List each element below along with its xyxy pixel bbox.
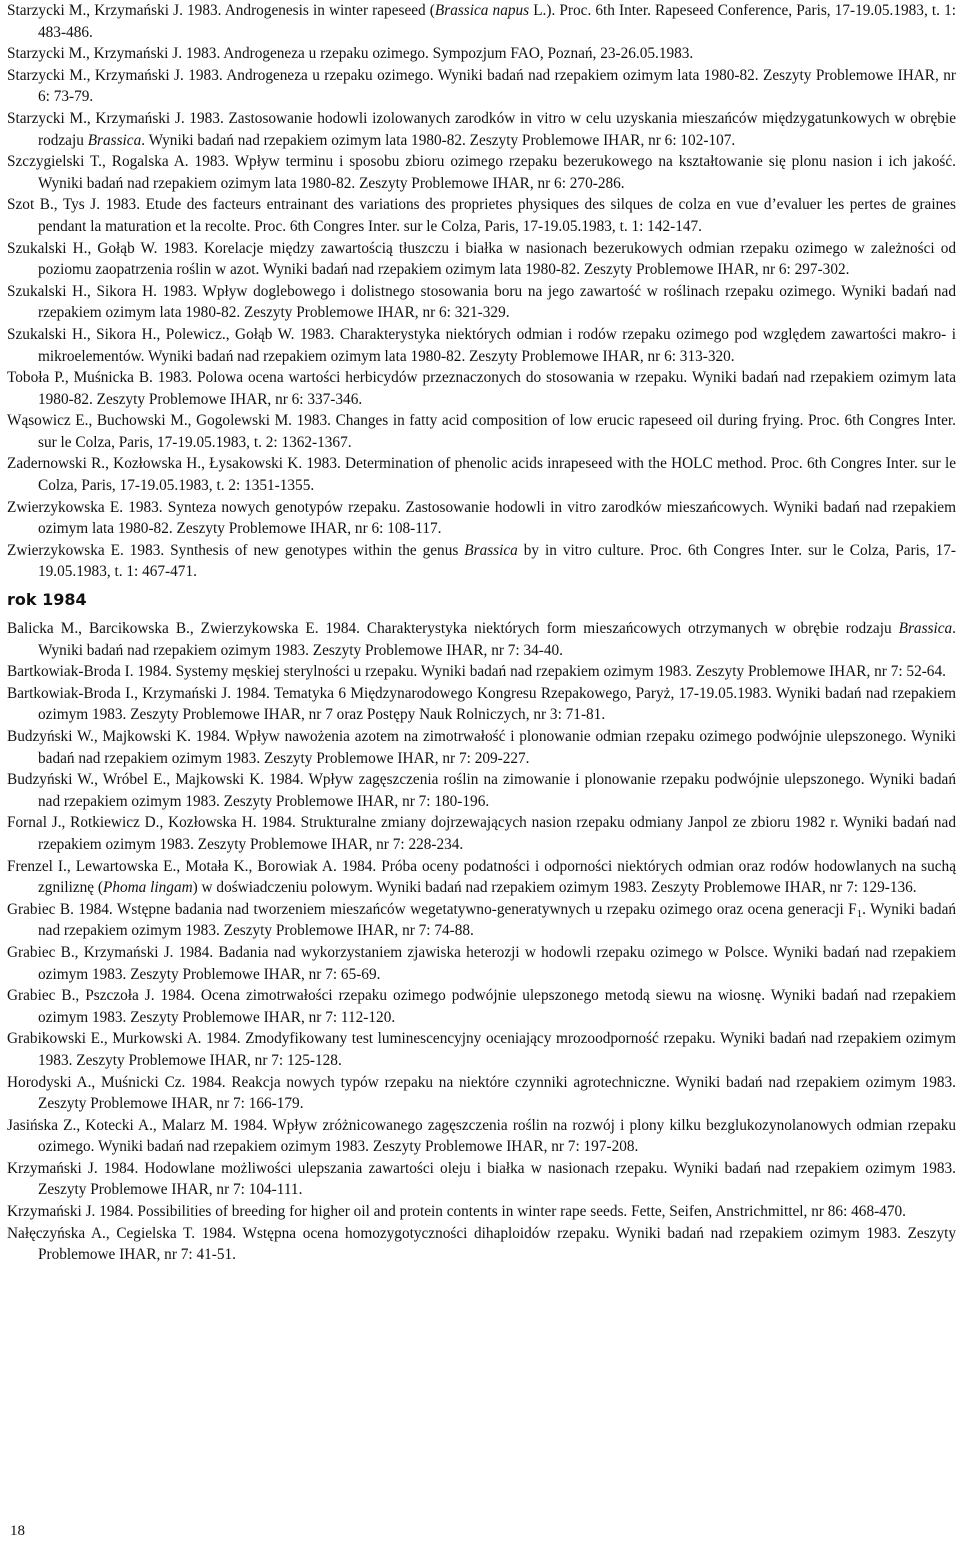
reference-entry <box>7 1201 956 1223</box>
reference-italic-term: Brassica <box>87 131 142 149</box>
reference-text: Szukalski H., Sikora H., Polewicz., Gołąb W. 1983. Charakterystyka niektórych odmian i rodów rzepaku ozimego pod względem zawartości makro- i mikroelementów. Wyniki badań nad rzepakiem ozimym lata 1980-82. Zeszyty Problemowe IHAR, nr 6: 313-320. <box>7 325 956 365</box>
reference-entry <box>7 985 956 1028</box>
reference-entry <box>7 942 956 985</box>
reference-entry <box>7 194 956 237</box>
reference-text: Starzycki M., Krzymański J. 1983. Zastosowanie hodowli izolowanych zarodków in vitro w celu uzyskania mieszańców międzygatunkowych w obrębie rodzaju <box>7 109 956 149</box>
reference-entry <box>7 899 956 942</box>
reference-entry <box>7 812 956 855</box>
reference-text: Szukalski H., Gołąb W. 1983. Korelacje między zawartością tłuszczu i białka w nasionach bezerukowych odmian rzepaku ozimego w zależności od poziomu zaopatrzenia roślin w azot. Wyniki badań nad rzepakiem ozimym lata 1980-82. Zeszyty Problemowe IHAR, nr 6: 297-302. <box>7 239 956 279</box>
reference-text: Szukalski H., Sikora H. 1983. Wpływ doglebowego i dolistnego stosowania boru na jego zawartość w roślinach rzepaku ozimego. Wyniki badań nad rzepakiem ozimym lata 1980-82. Zeszyty Problemowe IHAR, nr 6: 321-329. <box>7 282 956 322</box>
reference-text-continued: . Wyniki badań nad rzepakiem ozimym 1983. Zeszyty Problemowe IHAR, nr 7: 34-40. <box>38 620 956 659</box>
reference-entry <box>7 151 956 194</box>
reference-text: Jasińska Z., Kotecki A., Malarz M. 1984. Wpływ zróżnicowanego zagęszczenia roślin na rozwój i plony kilku bezglukozynolanowych odmian rzepaku ozimego. Wyniki badań nad rzepakiem ozimym 1983. Zeszyty Problemowe IHAR, nr 7: 197-208. <box>7 1116 956 1156</box>
reference-text: Toboła P., Muśnicka B. 1983. Polowa ocena wartości herbicydów przeznaczonych do stosowania w rzepaku. Wyniki badań nad rzepakiem ozimym lata 1980-82. Zeszyty Problemowe IHAR, nr 6: 337-346. <box>7 369 956 408</box>
reference-entry <box>7 618 956 661</box>
reference-text-continued: L.). Proc. 6th Inter. Rapeseed Conference, Paris, 17-19.05.1983, t. 1: 483-486. <box>38 2 956 41</box>
reference-text: Grabiec B., Pszczoła J. 1984. Ocena zimotrwałości rzepaku ozimego podwójnie ulepszonego metodą siewu na wiosnę. Wyniki badań nad rzepakiem ozimym 1983. Zeszyty Problemowe IHAR, nr 7: 112-120. <box>7 987 956 1026</box>
reference-text: Starzycki M., Krzymański J. 1983. Androgeneza u rzepaku ozimego. Wyniki badań nad rzepakiem ozimym lata 1980-82. Zeszyty Problemowe IHAR, nr 6: 73-79. <box>7 66 956 106</box>
reference-entry <box>7 1072 956 1115</box>
reference-text: Szot B., Tys J. 1983. Etude des facteurs entrainant des variations des proprietes physiques des silques de colza en vue d’evaluer les pertes de graines pendant la maturation et la recolte. Proc. 6th Congres Inter. sur le Colza, Paris, 17-19.05.1983, t. 1: 142-147. <box>7 196 956 235</box>
reference-italic-term: Brassica napus <box>434 2 530 19</box>
reference-text: Starzycki M., Krzymański J. 1983. Androgenesis in winter rapeseed ( <box>7 2 435 19</box>
reference-entry <box>7 238 956 281</box>
references-1984-list <box>7 618 956 1266</box>
reference-text: Krzymański J. 1984. Possibilities of breeding for higher oil and protein contents in winter rape seeds. Fette, Seifen, Anstrichmittel, nr 86: 468-470. <box>7 1203 906 1221</box>
reference-text: Wąsowicz E., Buchowski M., Gogolewski M. 1983. Changes in fatty acid composition of low erucic rapeseed oil during frying. Proc. 6th Congres Inter. sur le Colza, Paris, 17-19.05.1983, t. 2: 1362-1367. <box>7 412 956 451</box>
reference-text: Nałęczyńska A., Cegielska T. 1984. Wstępna ocena homozygotyczności dihaploidów rzepaku. Wyniki badań nad rzepakiem ozimym 1983. Zeszyty Problemowe IHAR, nr 7: 41-51. <box>7 1224 956 1264</box>
reference-text: Budzyński W., Majkowski K. 1984. Wpływ nawożenia azotem na zimotrwałość i plonowanie odmian rzepaku ozimego podwójnie ulepszonego. Wyniki badań nad rzepakiem ozimym 1983. Zeszyty Problemowe IHAR, nr 7: 209-227. <box>7 728 956 767</box>
references-1983-list <box>7 0 956 583</box>
reference-entry <box>7 769 956 812</box>
reference-italic-term: Phoma lingam <box>102 879 193 897</box>
reference-entry <box>7 108 956 151</box>
reference-text-continued: . Wyniki badań nad rzepakiem ozimym 1983. Zeszyty Problemowe IHAR, nr 7: 74-88. <box>38 900 957 940</box>
reference-entry <box>7 43 956 65</box>
reference-text: Budzyński W., Wróbel E., Majkowski K. 1984. Wpływ zagęszczenia roślin na zimowanie i plonowanie rzepaku podwójnie ulepszonego. Wyniki badań nad rzepakiem ozimym 1983. Zeszyty Problemowe IHAR, nr 7: 180-196. <box>7 771 956 810</box>
reference-text: Fornal J., Rotkiewicz D., Kozłowska H. 1984. Strukturalne zmiany dojrzewających nasion rzepaku odmiany Janpol ze zbioru 1982 r. Wyniki badań nad rzepakiem ozimym 1983. Zeszyty Problemowe IHAR, nr 7: 228-234. <box>7 814 956 853</box>
reference-text: Grabiec B. 1984. Wstępne badania nad tworzeniem mieszańców wegetatywno-generatywnych u rzepaku ozimego oraz ocena generacji F <box>7 900 857 918</box>
reference-entry <box>7 0 956 43</box>
reference-entry <box>7 726 956 769</box>
reference-subscript: 1 <box>856 907 863 920</box>
reference-entry <box>7 453 956 496</box>
reference-text: Szczygielski T., Rogalska A. 1983. Wpływ terminu i sposobu zbioru ozimego rzepaku bezerukowego na kształtowanie się plonu nasion i ich jakość. Wyniki badań nad rzepakiem ozimym lata 1980-82. Zeszyty Problemowe IHAR, nr 6: 270-286. <box>7 153 956 192</box>
reference-text: Balicka M., Barcikowska B., Zwierzykowska E. 1984. Charakterystyka niektórych form mieszańcowych otrzymanych w obrębie rodzaju <box>7 620 899 638</box>
reference-text: Bartkowiak-Broda I., Krzymański J. 1984. Tematyka 6 Międzynarodowego Kongresu Rzepakowego, Paryż, 17-19.05.1983. Wyniki badań nad rzepakiem ozimym 1983. Zeszyty Problemowe IHAR, nr 7 oraz Postępy Nauk Rolniczych, nr 3: 71-81. <box>7 684 956 724</box>
reference-text: Frenzel I., Lewartowska E., Motała K., Borowiak A. 1984. Próba oceny podatności i odporności niektórych odmian oraz rodów hodowlanych na suchą zgniliznę ( <box>7 857 956 897</box>
reference-text: Zwierzykowska E. 1983. Synteza nowych genotypów rzepaku. Zastosowanie hodowli in vitro zarodków mieszańcowych. Wyniki badań nad rzepakiem ozimym lata 1980-82. Zeszyty Problemowe IHAR, nr 6: 108-117. <box>7 498 956 538</box>
reference-list <box>7 0 956 1266</box>
reference-entry <box>7 856 956 899</box>
reference-italic-term: Brassica <box>898 620 953 638</box>
reference-text: Starzycki M., Krzymański J. 1983. Androgeneza u rzepaku ozimego. Sympozjum FAO, Poznań, 23-26.05.1983. <box>7 45 694 63</box>
reference-entry <box>7 497 956 540</box>
reference-text: Grabiec B., Krzymański J. 1984. Badania nad wykorzystaniem zjawiska heterozji w hodowli rzepaku ozimego w Polsce. Wyniki badań nad rzepakiem ozimym 1983. Zeszyty Problemowe IHAR, nr 7: 65-69. <box>7 943 956 983</box>
reference-entry <box>7 661 956 683</box>
reference-entry <box>7 367 956 410</box>
reference-entry <box>7 1115 956 1158</box>
reference-entry <box>7 1028 956 1071</box>
reference-text: Bartkowiak-Broda I. 1984. Systemy męskiej sterylności u rzepaku. Wyniki badań nad rzepakiem ozimym 1983. Zeszyty Problemowe IHAR, nr 7: 52-64. <box>7 663 946 681</box>
reference-entry <box>7 1223 956 1266</box>
reference-entry <box>7 683 956 726</box>
reference-entry <box>7 410 956 453</box>
reference-entry <box>7 281 956 324</box>
reference-text: Zwierzykowska E. 1983. Synthesis of new genotypes within the genus <box>7 541 465 559</box>
reference-text: Horodyski A., Muśnicki Cz. 1984. Reakcja nowych typów rzepaku na niektóre czynniki agrotechniczne. Wyniki badań nad rzepakiem ozimym 1983. Zeszyty Problemowe IHAR, nr 7: 166-179. <box>7 1073 956 1113</box>
reference-text: Zadernowski R., Kozłowska H., Łysakowski K. 1983. Determination of phenolic acids inrapeseed with the HOLC method. Proc. 6th Congres Inter. sur le Colza, Paris, 17-19.05.1983, t. 2: 1351-1355. <box>7 455 956 495</box>
page-number: 18 <box>10 1523 25 1539</box>
reference-text: Grabikowski E., Murkowski A. 1984. Zmodyfikowany test luminescencyjny oceniający mrozoodporność rzepaku. Wyniki badań nad rzepakiem ozimym 1983. Zeszyty Problemowe IHAR, nr 7: 125-128. <box>7 1030 956 1069</box>
reference-text: Krzymański J. 1984. Hodowlane możliwości ulepszania zawartości oleju i białka w nasionach rzepaku. Wyniki badań nad rzepakiem ozimym 1983. Zeszyty Problemowe IHAR, nr 7: 104-111. <box>7 1159 956 1199</box>
reference-text-continued: ) w doświadczeniu polowym. Wyniki badań nad rzepakiem ozimym 1983. Zeszyty Problemowe IHAR, nr 7: 129-136. <box>192 879 917 897</box>
reference-text-continued: . Wyniki badań nad rzepakiem ozimym lata 1980-82. Zeszyty Problemowe IHAR, nr 6: 102-107. <box>141 131 736 149</box>
section-heading: rok 1984 <box>7 590 87 610</box>
reference-entry <box>7 65 956 108</box>
reference-entry <box>7 540 956 583</box>
reference-text-continued: by in vitro culture. Proc. 6th Congres Inter. sur le Colza, Paris, 17-19.05.1983, t. 1: 467-471. <box>38 541 956 581</box>
reference-entry <box>7 324 956 367</box>
reference-italic-term: Brassica <box>464 541 518 559</box>
reference-entry <box>7 1158 956 1201</box>
